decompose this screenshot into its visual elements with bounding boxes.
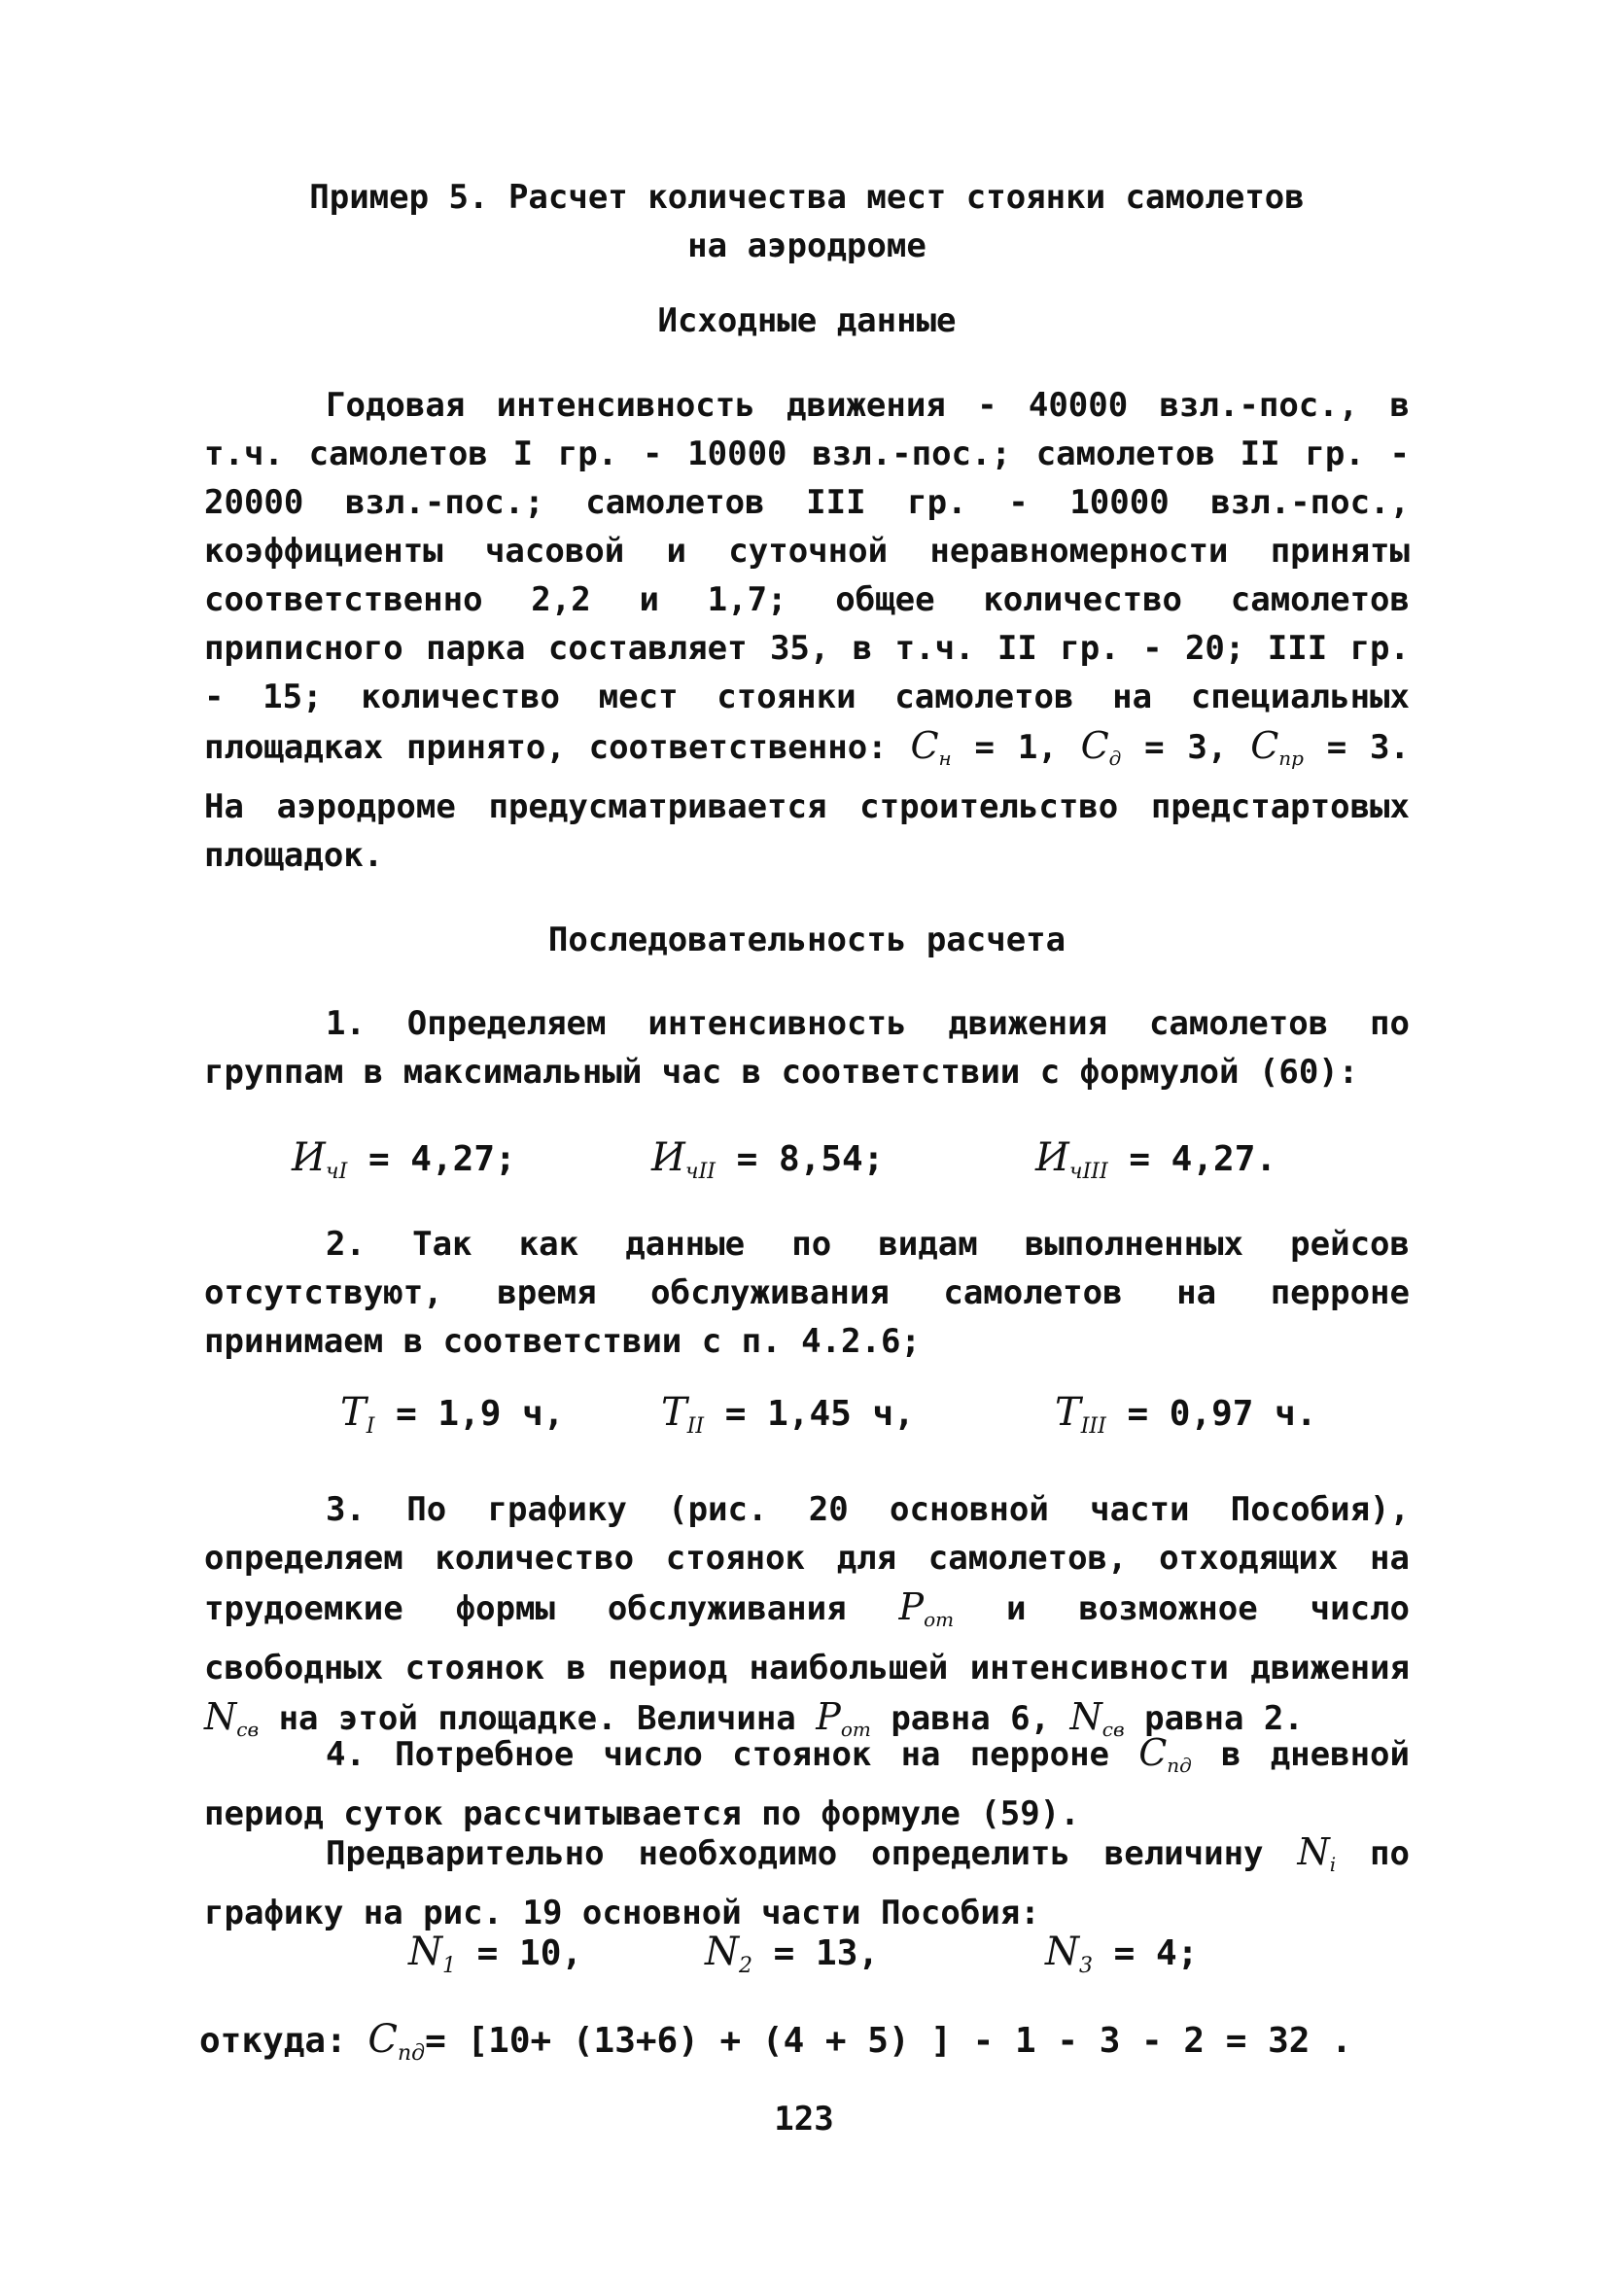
title-line-2: на аэродроме (687, 226, 926, 265)
step-1-paragraph: 1. Определяем интенсивность движения самолетов по группам в максимальный час в соответствии с формулой (60): (204, 1004, 1410, 1092)
c-pd-symbol: C (1138, 1731, 1168, 1774)
sequence-heading: Последовательность расчета (547, 921, 1066, 959)
formula-n3: $N_3 = 4$; (1045, 1930, 1199, 1978)
p-ot-symbol: P (898, 1585, 925, 1628)
step-3-paragraph: 3. По графику (рис. 20 основной части Пособия), определяем количество стоянок для самолетов, отходящих на трудоемкие формы обслуживания $P_{от}$ и возможное число свободных стоянок в период наибольшей интенсивности движения $N_{св}$ на этой площадке. Величина $P_{от}$ равна 6, $N_{св}$ равна 2. (204, 1490, 1410, 1741)
formula-i1: $И_{чI} = 4,27$; (292, 1135, 516, 1184)
formula-i3: $И_{чIII} = 4,27$. (1035, 1135, 1277, 1184)
n-sv-symbol: N (204, 1695, 237, 1738)
formula-n2: $N_2 = 13$, (705, 1930, 880, 1978)
c-d-symbol: C (1080, 724, 1109, 767)
c-pr-symbol: C (1250, 724, 1279, 767)
n-i-symbol: N (1297, 1830, 1330, 1873)
example-title (204, 173, 1410, 270)
source-data-paragraph: Годовая интенсивность движения - 40000 взл.-пос., в т.ч. самолетов I гр. - 10000 взл.-пос.; самолетов II гр. - 20000 взл.-пос.; самолетов III гр. - 10000 взл.-пос., коэффициенты часовой и суточной неравномерности приняты соответственно 2,2 и 1,7; общее количество самолетов приписного парка составляет 35, в т.ч. II гр. - 20; III гр. - 15; количество мест стоянки самолетов на специальных площадках принято, соответственно: $C_н = 1$, $C_д = 3$, $C_{пр} = 3$. На аэродроме предусматривается строительство предстартовых площадок. (204, 386, 1410, 875)
formula-n1: $N_1 = 10$, (408, 1930, 583, 1978)
formula-t2: $T_{II} = 1,45$ ч, (661, 1390, 915, 1439)
formula-t1: $T_I = 1,9$ ч, (340, 1390, 565, 1439)
page-number: 123 (774, 2100, 834, 2139)
step-2-paragraph: 2. Так как данные по видам выполненных рейсов отсутствуют, время обслуживания самолетов на перроне принимаем в соответствии с п. 4.2.6; (204, 1225, 1410, 1361)
c-n-symbol: C (910, 724, 939, 767)
step-4-paragraph: 4. Потребное число стоянок на перроне $C_{пд}$ в дневной период суток рассчитывается по формуле (59). (204, 1731, 1410, 1833)
final-formula: откуда: $C_{пд}= [10+ (13+6) + (4 + 5)$ ] - 1 - 3 - 2 = 32 . (199, 2017, 1352, 2066)
formula-i2: $И_{чII} = 8,54$; (651, 1135, 885, 1184)
title-line-1: Пример 5. Расчет количества мест стоянки самолетов (309, 178, 1305, 217)
source-data-heading: Исходные данные (657, 301, 957, 340)
preliminary-paragraph: Предварительно необходимо определить величину $N_i$ по графику на рис. 19 основной части Пособия: (204, 1830, 1410, 1932)
formula-t3: $T_{III} = 0,97$ ч. (1055, 1390, 1317, 1439)
